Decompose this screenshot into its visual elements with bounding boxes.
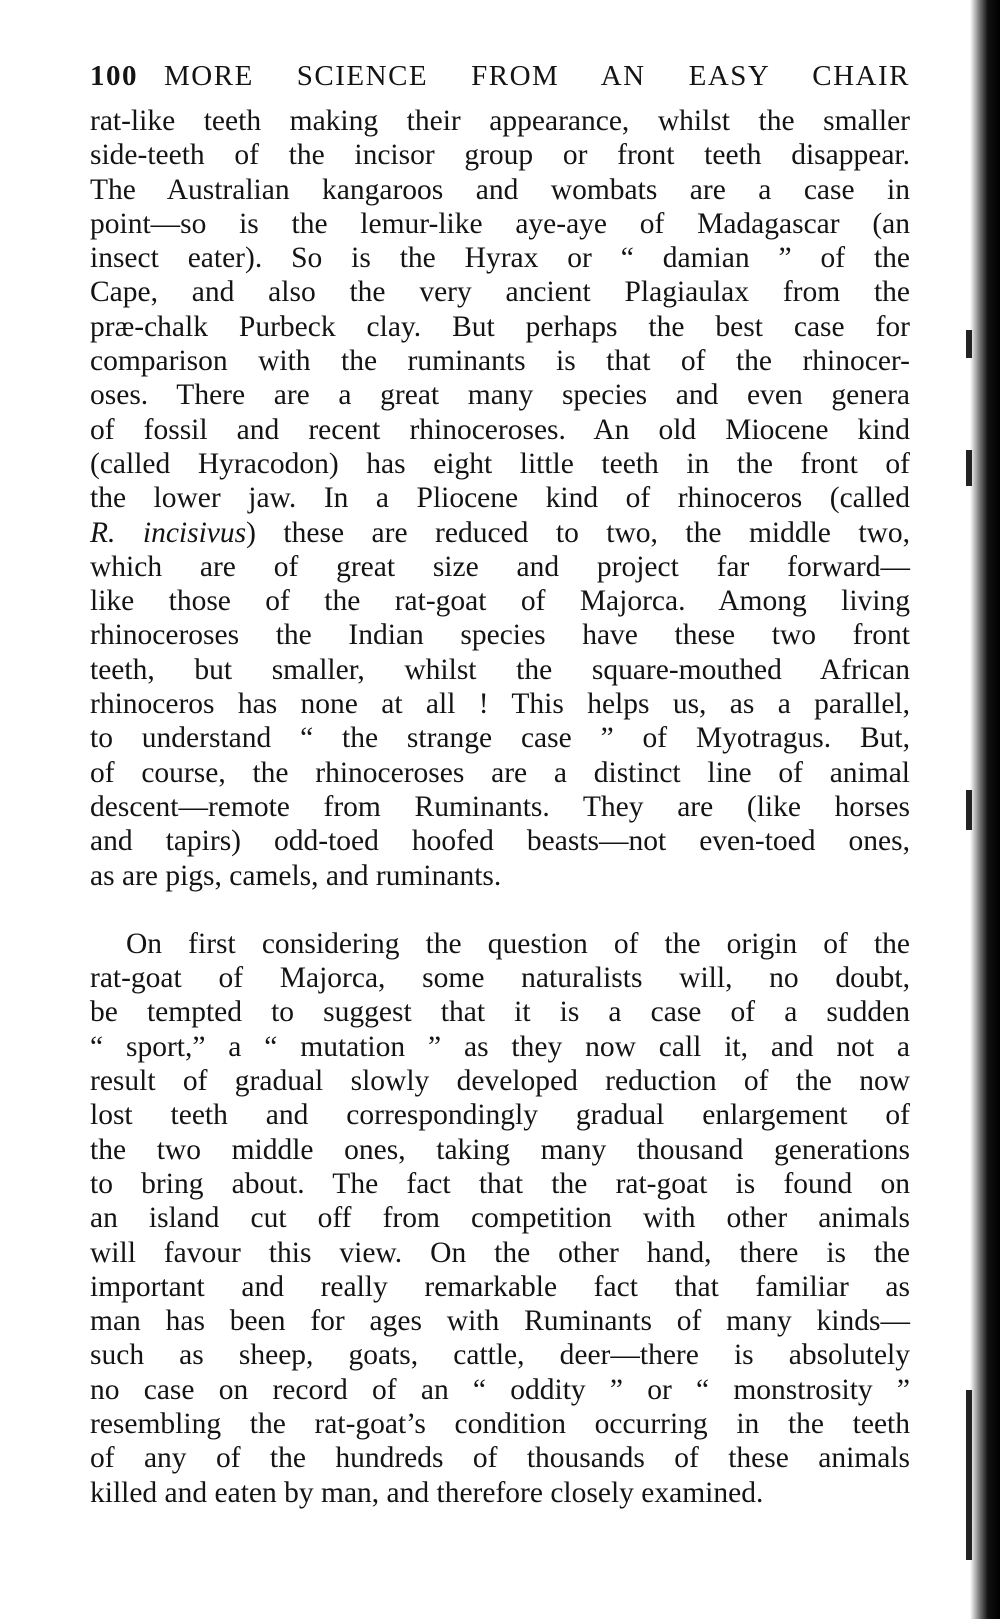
text-line: the lower jaw. In a Pliocene kind of rhinoceros (called — [90, 482, 910, 515]
text-line: (called Hyracodon) has eight little teeth in the front of — [90, 447, 910, 480]
text-line: descent—remote from Ruminants. They are (like horses — [90, 790, 910, 823]
text-line: comparison with the ruminants is that of the rhinocer- — [90, 345, 910, 378]
book-page — [90, 60, 910, 1510]
text-line: On first considering the question of the origin of the — [126, 927, 910, 960]
text-line: of any of the hundreds of thousands of these animals — [90, 1442, 910, 1475]
binding-mark — [966, 790, 972, 830]
text-line: such as sheep, goats, cattle, deer—there is absolutely — [90, 1339, 910, 1372]
running-title: MORE SCIENCE FROM AN EASY CHAIR — [164, 60, 910, 92]
text-line: resembling the rat-goat’s condition occurring in the teeth — [90, 1407, 910, 1440]
text-line: side-teeth of the incisor group or front teeth disappear. — [90, 139, 910, 172]
text-line: teeth, but smaller, whilst the square-mouthed African — [90, 653, 910, 686]
text-line: like those of the rat-goat of Majorca. Among living — [90, 585, 910, 618]
text-line: rat-like teeth making their appearance, whilst the smaller — [90, 105, 910, 137]
text-line: man has been for ages with Ruminants of many kinds— — [90, 1305, 910, 1338]
text-line: of course, the rhinoceroses are a distinct line of animal — [90, 756, 910, 789]
text-line: The Australian kangaroos and wombats are a case in — [90, 173, 910, 206]
binding-mark — [966, 330, 972, 358]
text-line: will favour this view. On the other hand, there is the — [90, 1236, 910, 1269]
binding-mark — [966, 450, 972, 486]
text-line: of fossil and recent rhinoceroses. An old Miocene kind — [90, 413, 910, 446]
text-line: “ sport,” a “ mutation ” as they now call it, and not a — [90, 1030, 910, 1063]
paragraph-2 — [90, 927, 910, 1510]
binding-mark — [966, 1390, 972, 1560]
text-line: rhinoceroses the Indian species have these two front — [90, 619, 910, 652]
text-line: be tempted to suggest that it is a case of a sudden — [90, 996, 910, 1029]
text-line: as are pigs, camels, and ruminants. — [90, 859, 502, 892]
text-line: result of gradual slowly developed reduction of the now — [90, 1065, 910, 1098]
text-line: rhinoceros has none at all ! This helps us, as a parallel, — [90, 688, 910, 721]
text-line: no case on record of an “ oddity ” or “ monstrosity ” — [90, 1373, 910, 1406]
text-line: R. incisivus) these are reduced to two, the middle two, — [90, 516, 910, 549]
text-line: insect eater). So is the Hyrax or “ damian ” of the — [90, 242, 910, 275]
text-line: an island cut off from competition with other animals — [90, 1202, 910, 1235]
text-line: and tapirs) odd-toed hoofed beasts—not even-toed ones, — [90, 825, 910, 858]
text-line: the two middle ones, taking many thousand generations — [90, 1133, 910, 1166]
text-line: point—so is the lemur-like aye-aye of Madagascar (an — [90, 207, 910, 240]
text-line: præ-chalk Purbeck clay. But perhaps the best case for — [90, 310, 910, 343]
running-head — [90, 60, 910, 100]
page-binding-edge — [970, 0, 1000, 1619]
text-line: to understand “ the strange case ” of Myotragus. But, — [90, 722, 910, 755]
page-number: 100 — [90, 60, 138, 92]
text-line: which are of great size and project far forward— — [90, 550, 910, 583]
text-line: important and really remarkable fact that familiar as — [90, 1270, 910, 1303]
text-line: lost teeth and correspondingly gradual enlargement of — [90, 1099, 910, 1132]
paragraph-1 — [90, 104, 910, 893]
text-line: killed and eaten by man, and therefore closely examined. — [90, 1476, 764, 1509]
text-line: rat-goat of Majorca, some naturalists will, no doubt, — [90, 962, 910, 995]
text-line: oses. There are a great many species and even genera — [90, 379, 910, 412]
text-line: to bring about. The fact that the rat-goat is found on — [90, 1167, 910, 1200]
text-line: Cape, and also the very ancient Plagiaulax from the — [90, 276, 910, 309]
